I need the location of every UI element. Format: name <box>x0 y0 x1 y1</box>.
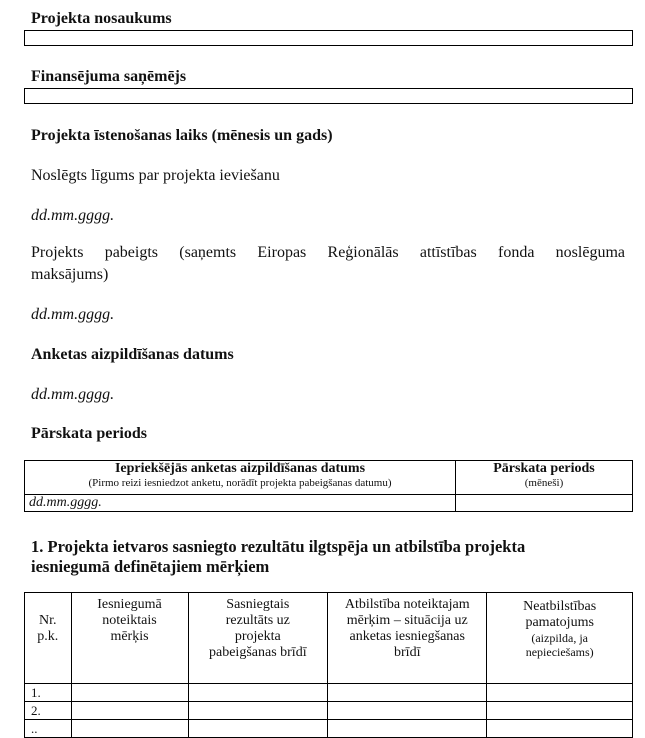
contract-label: Noslēgts līgums par projekta ieviešanu <box>31 167 280 184</box>
col-result-line2: rezultāts uz <box>225 613 290 628</box>
col-number-header <box>25 593 72 684</box>
goal-cell[interactable] <box>71 684 188 702</box>
col-justification-line4: nepieciešams) <box>525 645 594 659</box>
period-title: Pārskata periods <box>493 461 595 476</box>
result-cell[interactable] <box>188 702 328 720</box>
col-number-line1: Nr. <box>39 613 57 628</box>
col-justification-line1: Neatbilstības <box>523 599 597 614</box>
period-cell[interactable] <box>456 495 633 512</box>
reporting-period-heading: Pārskata periods <box>31 425 147 442</box>
justification-cell[interactable] <box>487 684 633 702</box>
col-goal-header <box>71 593 188 684</box>
col-compliance-line1: Atbilstība noteiktajam <box>344 597 470 612</box>
project-name-label: Projekta nosaukums <box>31 10 172 27</box>
beneficiary-label: Finansējuma saņēmējs <box>31 68 187 85</box>
col-result-header <box>188 593 328 684</box>
compliance-cell[interactable] <box>328 684 487 702</box>
period-header <box>456 461 633 495</box>
goal-cell[interactable] <box>71 702 188 720</box>
col-result-line1: Sasniegtais <box>226 597 290 612</box>
col-compliance-header <box>328 593 487 684</box>
col-justification-line2: pamatojums <box>525 615 594 630</box>
col-justification-header <box>487 593 633 684</box>
previous-fill-date-header <box>25 461 456 495</box>
row-number-cell: 2. <box>25 702 72 720</box>
table-header-row <box>25 461 633 495</box>
col-result-line4: pabeigšanas brīdī <box>209 645 307 660</box>
result-cell[interactable] <box>188 684 328 702</box>
col-compliance-line4: brīdī <box>394 645 421 660</box>
previous-fill-date-note: (Pirmo reizi iesniedzot anketu, norādīt projekta pabeigšanas datumu) <box>88 477 392 489</box>
compliance-cell[interactable] <box>328 702 487 720</box>
project-name-field[interactable] <box>24 30 633 46</box>
col-compliance-line2: mērķim – situācija uz <box>346 613 468 628</box>
col-compliance-line3: anketas iesniegšanas <box>349 629 465 644</box>
fill-date-value: dd.mm.gggg. <box>31 386 115 403</box>
beneficiary-field[interactable] <box>24 88 633 104</box>
col-goal-line2: noteiktais <box>102 613 157 628</box>
completed-label-line1: Projekts pabeigts (saņemts Eiropas Reģionālās attīstības fonda noslēguma <box>31 244 625 261</box>
row-number-cell: 1. <box>25 684 72 702</box>
table-row <box>25 684 633 702</box>
results-table <box>24 592 633 738</box>
justification-cell[interactable] <box>487 702 633 720</box>
col-number-line2: p.k. <box>37 629 59 644</box>
fill-date-heading: Anketas aizpildīšanas datums <box>31 346 234 363</box>
implementation-heading: Projekta īstenošanas laiks (mēnesis un gads) <box>31 127 333 144</box>
col-goal-line3: mērķis <box>110 629 149 644</box>
reporting-period-table <box>24 460 633 512</box>
section1-heading-line2: iesniegumā definētajiem mērķiem <box>31 557 270 576</box>
period-note: (mēneši) <box>524 477 564 489</box>
contract-date: dd.mm.gggg. <box>31 207 115 224</box>
table-row <box>25 495 633 512</box>
completed-date: dd.mm.gggg. <box>31 306 115 323</box>
col-result-line3: projekta <box>234 629 281 644</box>
table-row <box>25 702 633 720</box>
previous-fill-date-title: Iepriekšējās anketas aizpildīšanas datums <box>114 461 366 476</box>
col-justification-line3: (aizpilda, ja <box>531 631 588 645</box>
completed-label-line2: maksājums) <box>31 266 109 283</box>
section1-heading-line1: 1. Projekta ietvaros sasniegto rezultātu ilgtspēja un atbilstība projekta <box>31 537 526 556</box>
col-goal-line1: Iesniegumā <box>97 597 162 612</box>
previous-fill-date-cell[interactable]: dd.mm.gggg. <box>25 495 456 512</box>
row-number-cell: .. <box>25 720 72 738</box>
table-header-row <box>25 593 633 684</box>
